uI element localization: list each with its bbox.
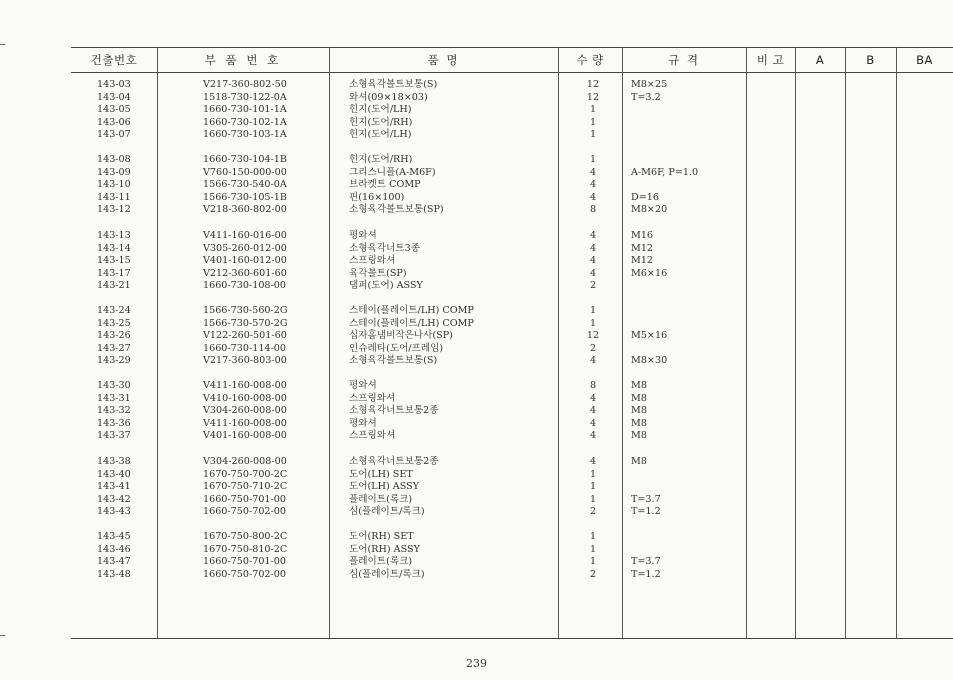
header-part-number: 부 품 번 호	[204, 52, 282, 67]
margin-mark-bottom	[0, 635, 5, 636]
cell-part-name: 인슈레타(도어/프레임)	[349, 342, 444, 354]
cell-quantity: 1	[589, 129, 597, 141]
cell-spec: M8	[631, 405, 647, 417]
cell-part-no: 143-46	[97, 543, 131, 555]
cell-part-number: V217-360-802-50	[203, 79, 287, 90]
cell-part-name: 도어(RH) SET	[349, 531, 414, 542]
cell-part-number: 1660-730-103-1A	[203, 129, 287, 141]
cell-quantity: 4	[589, 191, 597, 203]
cell-spec: M12	[631, 255, 654, 267]
header-quantity: 수 량	[576, 52, 604, 67]
cell-part-name: 육각볼트(SP)	[349, 267, 407, 279]
cell-spec: T=3.7	[631, 556, 661, 568]
cell-quantity: 1	[589, 481, 597, 493]
cell-part-no: 143-36	[97, 417, 131, 429]
cell-quantity: 4	[589, 355, 597, 367]
page-number: 239	[466, 657, 487, 670]
cell-part-no: 143-38	[97, 456, 131, 467]
header-a: A	[815, 52, 825, 67]
cell-quantity: 4	[589, 392, 597, 404]
cell-part-name: 심(플레이트/록크)	[349, 506, 425, 518]
cell-part-no: 143-48	[97, 568, 131, 580]
cell-part-no: 143-37	[97, 430, 131, 442]
cell-part-number: 1660-750-702-00	[203, 568, 286, 580]
cell-part-name: 스프링와셔	[349, 255, 396, 267]
cell-part-number: 1660-750-702-00	[203, 506, 286, 518]
header-ba: BA	[916, 52, 933, 67]
cell-part-no: 143-29	[97, 355, 131, 367]
cell-part-number: 1660-730-104-1B	[203, 154, 287, 165]
header-note: 비 고	[756, 52, 785, 67]
cell-part-name: 도어(RH) ASSY	[349, 543, 420, 555]
cell-quantity: 4	[589, 267, 597, 279]
cell-part-no: 143-27	[97, 342, 131, 354]
cell-part-name: 평와셔	[349, 417, 377, 429]
col-divider-2	[329, 47, 330, 638]
cell-part-number: 1660-730-102-1A	[203, 116, 287, 128]
cell-part-no: 143-40	[97, 468, 131, 480]
cell-part-no: 143-45	[97, 531, 131, 542]
cell-quantity: 8	[589, 204, 597, 216]
cell-spec: M6×16	[631, 267, 668, 279]
cell-part-no: 143-03	[97, 79, 131, 90]
cell-part-number: V760-150-000-00	[203, 166, 287, 178]
cell-part-name: 스테이(플레이트/LH) COMP	[349, 305, 474, 316]
cell-part-no: 143-07	[97, 129, 131, 141]
cell-part-name: 핀(16×100)	[349, 191, 405, 203]
col-divider-3	[558, 47, 559, 638]
cell-spec: M8	[631, 430, 647, 442]
cell-spec: M5×16	[631, 330, 668, 342]
cell-part-no: 143-13	[97, 230, 131, 241]
cell-part-no: 143-10	[97, 179, 131, 191]
cell-quantity: 4	[589, 430, 597, 442]
cell-part-name: 브라켓트 COMP	[349, 179, 421, 191]
cell-quantity: 1	[589, 493, 597, 505]
cell-quantity: 4	[589, 417, 597, 429]
cell-part-no: 143-05	[97, 104, 131, 116]
cell-part-name: 소형육각볼트보통(SP)	[349, 204, 444, 216]
cell-part-name: 소형육각너트보통2종	[349, 405, 439, 417]
header-b: B	[866, 52, 875, 67]
cell-part-number: V411-160-016-00	[203, 230, 287, 241]
cell-spec: M8	[631, 380, 647, 391]
table-bottom-rule	[71, 638, 953, 639]
cell-spec: M8×30	[631, 355, 668, 367]
cell-part-number: 1660-730-114-00	[203, 342, 286, 354]
cell-spec: T=1.2	[631, 568, 661, 580]
cell-part-name: 소형육각너트보통2종	[349, 456, 439, 467]
cell-part-number: 1670-750-810-2C	[203, 543, 288, 555]
cell-quantity: 4	[589, 456, 597, 467]
col-divider-1	[157, 47, 158, 638]
cell-quantity: 1	[589, 104, 597, 116]
header-spec: 규 격	[668, 52, 700, 67]
cell-quantity: 2	[589, 280, 597, 292]
cell-quantity: 4	[589, 166, 597, 178]
cell-part-number: 1566-730-105-1B	[203, 191, 287, 203]
cell-part-no: 143-11	[97, 191, 131, 203]
cell-spec: M8	[631, 392, 647, 404]
cell-part-no: 143-30	[97, 380, 131, 391]
cell-part-no: 143-32	[97, 405, 131, 417]
cell-part-name: 플레이트(록크)	[349, 493, 413, 505]
cell-part-number: 1660-730-101-1A	[203, 104, 287, 116]
cell-part-name: 도어(LH) ASSY	[349, 481, 420, 493]
cell-part-no: 143-06	[97, 116, 131, 128]
cell-spec: T=1.2	[631, 506, 661, 518]
col-divider-5	[746, 47, 747, 638]
cell-spec: A-M6F, P=1.0	[631, 166, 699, 178]
cell-quantity: 2	[589, 342, 597, 354]
cell-part-no: 143-09	[97, 166, 131, 178]
cell-quantity: 4	[589, 230, 597, 241]
cell-quantity: 1	[589, 556, 597, 568]
cell-quantity: 4	[589, 242, 597, 254]
cell-part-name: 와셔(09×18×03)	[349, 91, 428, 103]
cell-part-name: 심(플레이트/록크)	[349, 568, 425, 580]
cell-spec: T=3.2	[631, 91, 661, 103]
cell-part-no: 143-31	[97, 392, 131, 404]
cell-spec: M8×20	[631, 204, 668, 216]
cell-quantity: 1	[589, 531, 597, 542]
cell-quantity: 12	[586, 79, 600, 90]
cell-part-number: V304-260-008-00	[203, 456, 287, 467]
cell-part-number: V217-360-803-00	[203, 355, 287, 367]
cell-part-name: 스프링와셔	[349, 430, 396, 442]
cell-part-number: V122-260-501-60	[203, 330, 287, 342]
col-divider-6	[795, 47, 796, 638]
cell-quantity: 2	[589, 506, 597, 518]
cell-part-name: 소형육각너트3종	[349, 242, 420, 254]
cell-part-number: 1566-730-540-0A	[203, 179, 287, 191]
cell-spec: D=16	[631, 191, 659, 203]
cell-quantity: 1	[589, 305, 597, 316]
cell-quantity: 12	[586, 330, 600, 342]
cell-part-number: 1660-730-108-00	[203, 280, 286, 292]
col-divider-7	[845, 47, 846, 638]
cell-part-no: 143-21	[97, 280, 131, 292]
cell-quantity: 1	[589, 543, 597, 555]
cell-spec: T=3.7	[631, 493, 661, 505]
col-divider-8	[896, 47, 897, 638]
margin-mark-top	[0, 44, 5, 45]
cell-part-no: 143-12	[97, 204, 131, 216]
cell-part-number: 1660-750-701-00	[203, 493, 286, 505]
cell-part-no: 143-42	[97, 493, 131, 505]
cell-part-no: 143-04	[97, 91, 131, 103]
cell-quantity: 12	[586, 91, 600, 103]
cell-part-no: 143-41	[97, 481, 131, 493]
cell-part-number: 1660-750-701-00	[203, 556, 286, 568]
cell-part-number: 1566-730-560-2G	[203, 305, 288, 316]
cell-part-no: 143-47	[97, 556, 131, 568]
cell-part-name: 도어(LH) SET	[349, 468, 413, 480]
cell-quantity: 4	[589, 179, 597, 191]
cell-part-number: V401-160-012-00	[203, 255, 287, 267]
cell-part-name: 십자홈냄비작은나사(SP)	[349, 330, 453, 342]
cell-part-no: 143-24	[97, 305, 131, 316]
header-bottom-rule	[71, 72, 953, 73]
cell-part-name: 평와셔	[349, 380, 377, 391]
cell-part-no: 143-14	[97, 242, 131, 254]
cell-part-name: 소형육각볼트보통(S)	[349, 355, 438, 367]
cell-part-number: V305-260-012-00	[203, 242, 287, 254]
cell-part-number: V411-160-008-00	[203, 380, 287, 391]
cell-quantity: 1	[589, 317, 597, 329]
cell-spec: M8	[631, 417, 647, 429]
cell-quantity: 4	[589, 255, 597, 267]
header-no: 건출번호	[90, 52, 138, 67]
cell-part-number: V401-160-008-00	[203, 430, 287, 442]
cell-part-number: V410-160-008-00	[203, 392, 287, 404]
cell-quantity: 8	[589, 380, 597, 391]
cell-part-no: 143-43	[97, 506, 131, 518]
cell-part-no: 143-15	[97, 255, 131, 267]
cell-part-name: 평와셔	[349, 230, 377, 241]
cell-part-no: 143-17	[97, 267, 131, 279]
cell-part-name: 힌지(도어/LH)	[349, 104, 412, 116]
cell-part-name: 플레이트(록크)	[349, 556, 413, 568]
cell-part-number: 1670-750-700-2C	[203, 468, 288, 480]
cell-part-name: 그리스니플(A-M6F)	[349, 166, 436, 178]
cell-part-number: 1518-730-122-0A	[203, 91, 287, 103]
cell-spec: M12	[631, 242, 654, 254]
cell-part-name: 힌지(도어/RH)	[349, 116, 413, 128]
cell-part-number: 1566-730-570-2G	[203, 317, 288, 329]
cell-part-no: 143-08	[97, 154, 131, 165]
cell-part-number: V218-360-802-00	[203, 204, 287, 216]
cell-spec: M8×25	[631, 79, 668, 90]
cell-part-number: 1670-750-710-2C	[203, 481, 288, 493]
cell-quantity: 1	[589, 468, 597, 480]
cell-part-name: 스테이(플레이트/LH) COMP	[349, 317, 474, 329]
cell-part-name: 힌지(도어/LH)	[349, 129, 412, 141]
cell-part-number: V411-160-008-00	[203, 417, 287, 429]
cell-part-number: V304-260-008-00	[203, 405, 287, 417]
cell-quantity: 1	[589, 154, 597, 165]
cell-quantity: 2	[589, 568, 597, 580]
col-divider-4	[622, 47, 623, 638]
cell-part-number: V212-360-601-60	[203, 267, 287, 279]
cell-quantity: 4	[589, 405, 597, 417]
cell-spec: M16	[631, 230, 654, 241]
header-part-name: 품 명	[427, 52, 460, 67]
cell-part-name: 스프링와셔	[349, 392, 396, 404]
cell-spec: M8	[631, 456, 647, 467]
cell-quantity: 1	[589, 116, 597, 128]
cell-part-name: 댐퍼(도어) ASSY	[349, 280, 423, 292]
cell-part-no: 143-26	[97, 330, 131, 342]
cell-part-no: 143-25	[97, 317, 131, 329]
cell-part-name: 소형육각볼트보통(S)	[349, 79, 438, 90]
cell-part-number: 1670-750-800-2C	[203, 531, 288, 542]
cell-part-name: 힌지(도어/RH)	[349, 154, 413, 165]
